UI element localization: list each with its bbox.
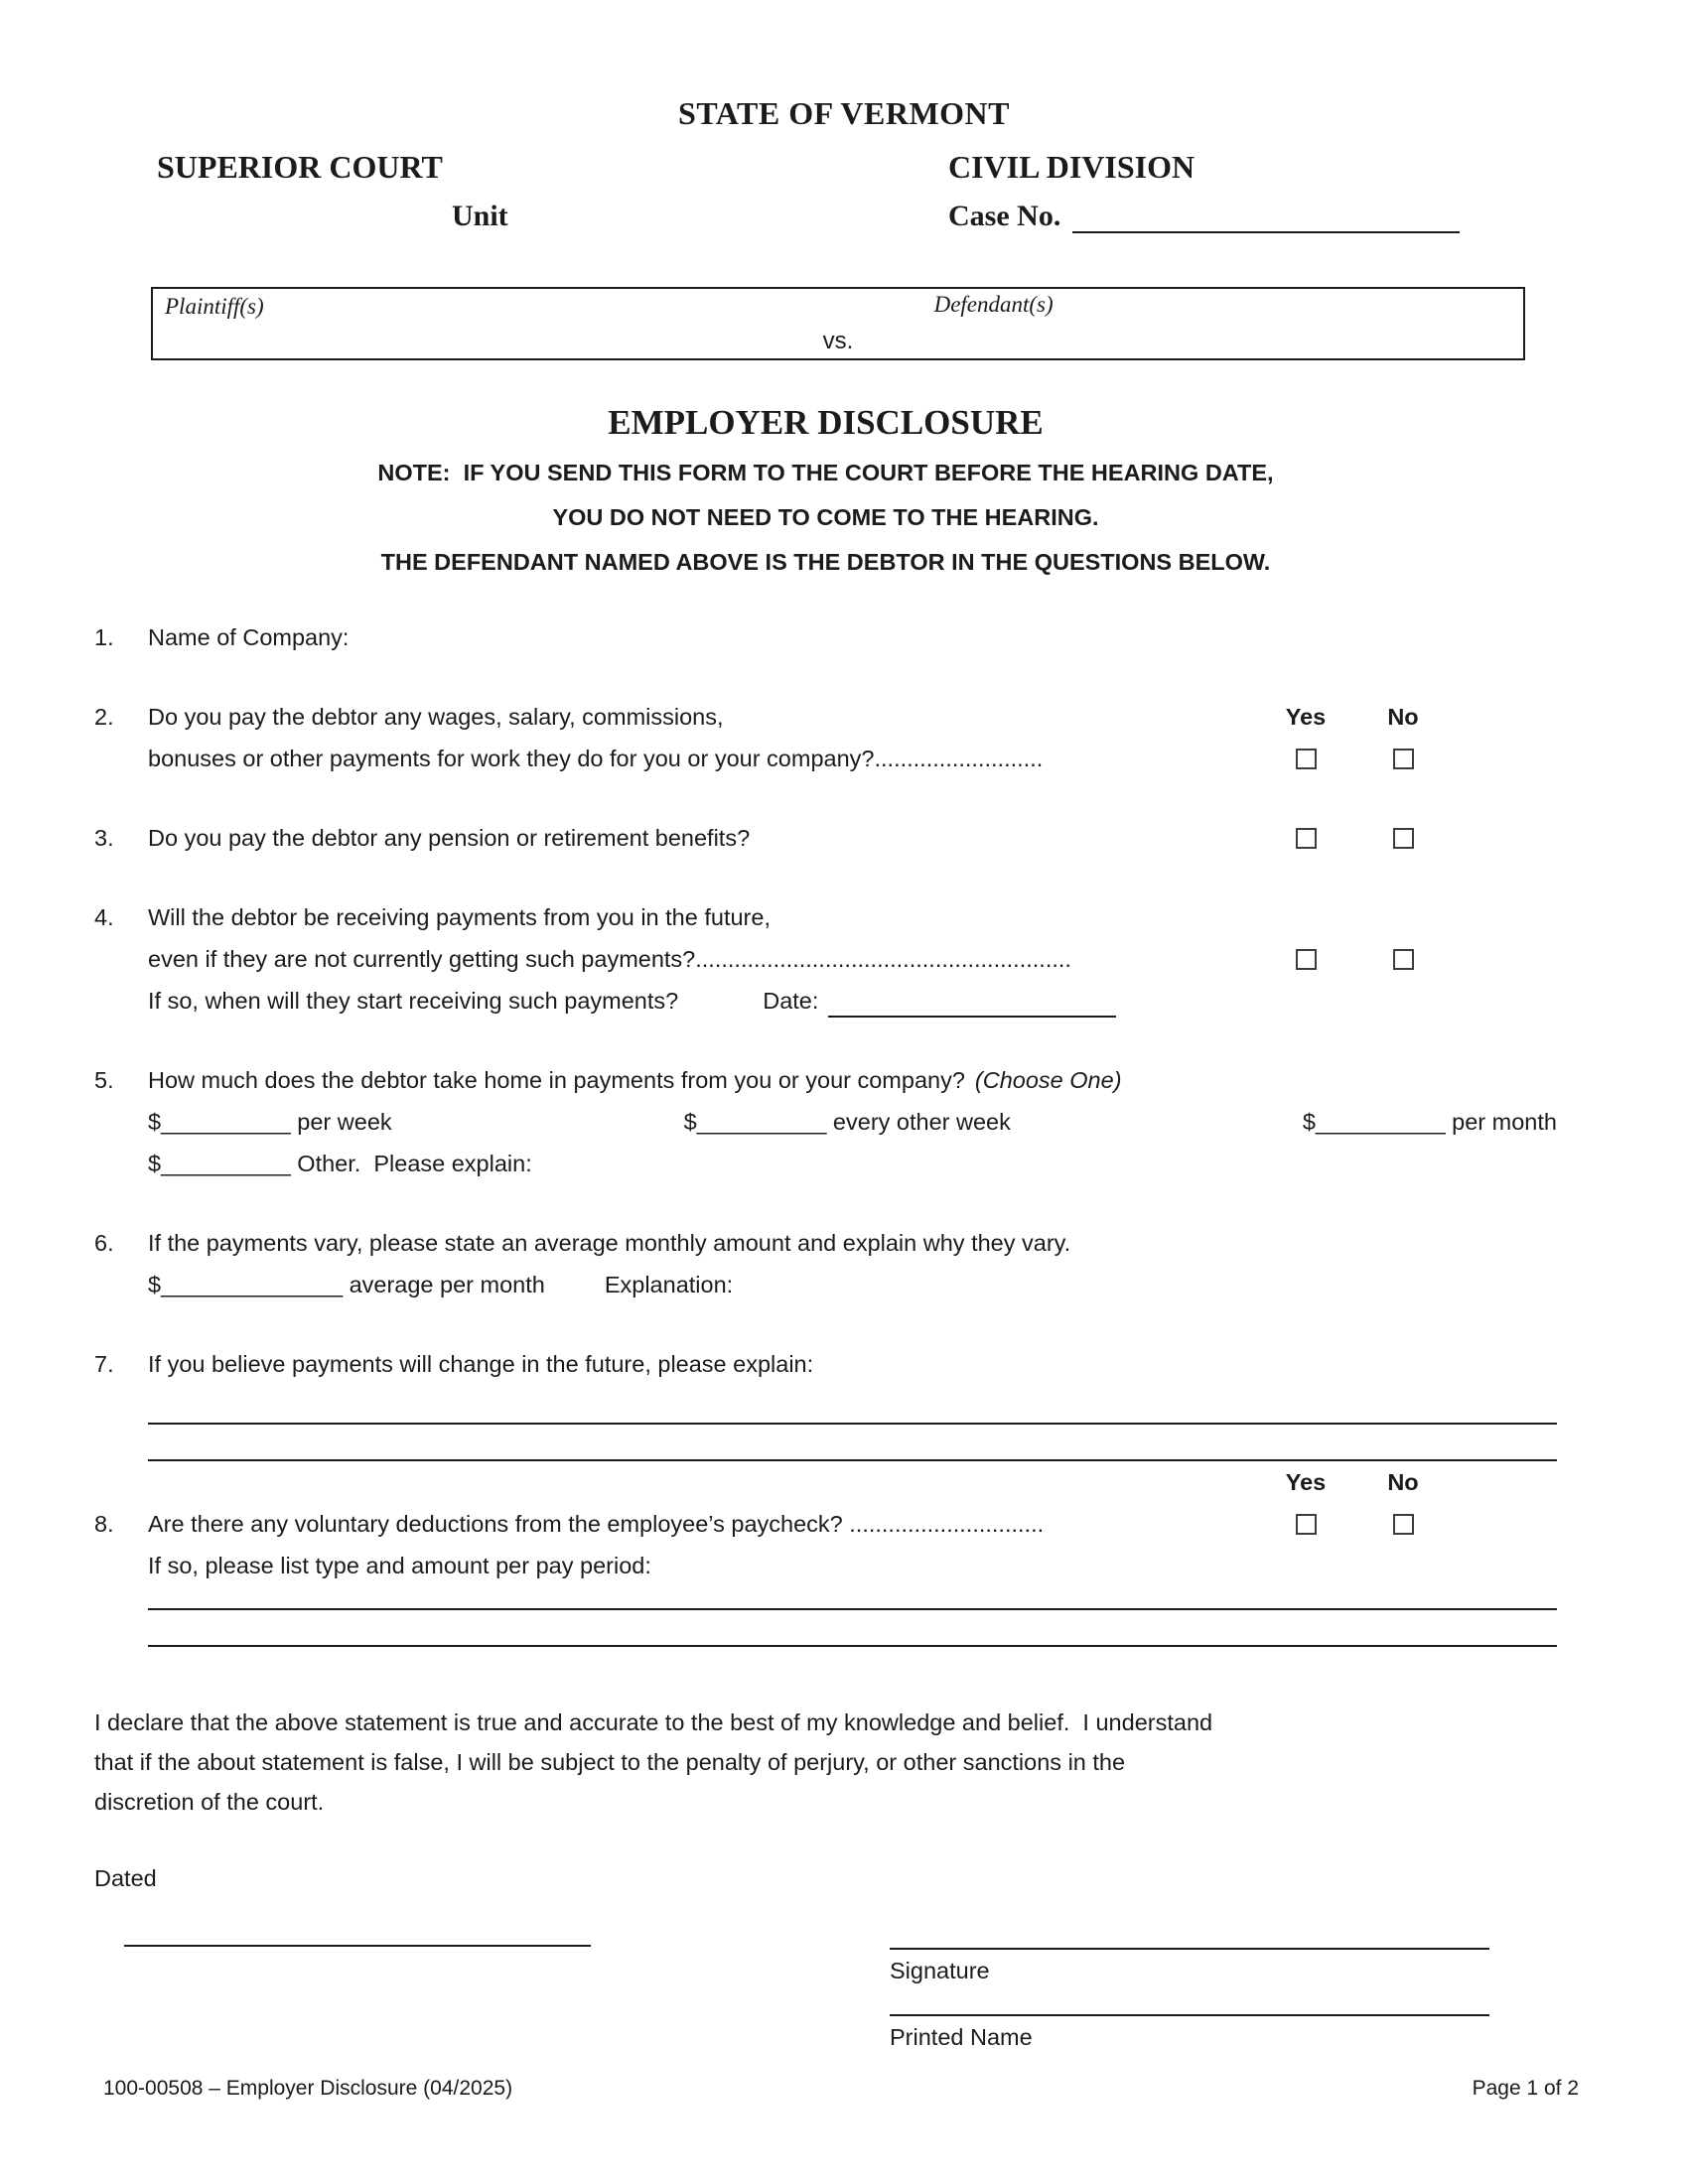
question-4-yes-checkbox[interactable] (1296, 949, 1317, 970)
signature-line[interactable] (890, 1899, 1489, 1950)
vs-label: vs. (822, 328, 854, 354)
note-line-2: YOU DO NOT NEED TO COME TO THE HEARING. (552, 504, 1099, 530)
question-2-yes-checkbox[interactable] (1296, 749, 1317, 769)
question-4-no-checkbox[interactable] (1393, 949, 1414, 970)
civil-division-heading: CIVIL DIVISION (948, 149, 1196, 185)
per-week-option[interactable]: $__________ per week (148, 1109, 392, 1135)
question-8-answer-line-1[interactable] (148, 1586, 1557, 1610)
question-1 (94, 616, 1557, 658)
question-3-label: Do you pay the debtor any pension or retirement benefits? (148, 825, 751, 851)
defendant-label: Defendant(s) (933, 292, 1054, 317)
no-column-header: No (1387, 704, 1419, 730)
unit-label: Unit (452, 200, 508, 232)
question-6-line-1: If the payments vary, please state an average monthly amount and explain why they vary. (148, 1230, 1071, 1256)
declaration-line-1: I declare that the above statement is true and accurate to the best of my knowledge and belief. I understand (94, 1709, 1213, 1735)
question-5 (94, 1059, 1557, 1184)
declaration-line-2: that if the about statement is false, I will be subject to the penalty of perjury, or other sanctions in the (94, 1749, 1126, 1775)
case-number (948, 200, 1460, 233)
plaintiff-label: Plaintiff(s) (165, 294, 264, 319)
yes-column-header-2: Yes (1285, 1469, 1327, 1495)
form-body (94, 401, 1557, 2058)
question-5-number: 5. (94, 1067, 114, 1093)
question-3-yes-checkbox[interactable] (1296, 828, 1317, 849)
question-7 (94, 1343, 1557, 1461)
question-4-line-2: even if they are not currently getting such payments?.......................................................... (148, 946, 1071, 972)
declaration-line-3: discretion of the court. (94, 1789, 325, 1815)
question-8-number: 8. (94, 1511, 114, 1537)
question-6 (94, 1222, 1557, 1305)
yes-no-header-2 (94, 1461, 1557, 1503)
question-8-line-2: If so, please list type and amount per pay period: (148, 1553, 651, 1578)
dated-line[interactable] (124, 1945, 591, 1947)
yes-column-header: Yes (1285, 704, 1327, 730)
date-line[interactable] (828, 984, 1116, 1018)
note-line-1: NOTE: IF YOU SEND THIS FORM TO THE COURT BEFORE THE HEARING DATE, (377, 460, 1274, 485)
printed-name-line[interactable] (890, 1991, 1489, 2016)
average-per-month-field[interactable]: $______________ average per month (148, 1272, 545, 1297)
superior-court-heading: SUPERIOR COURT (157, 149, 443, 185)
printed-name-label: Printed Name (890, 2024, 1033, 2050)
form-number: 100-00508 – Employer Disclosure (04/2025) (103, 2077, 513, 2100)
question-4-line-1: Will the debtor be receiving payments from you in the future, (148, 904, 771, 930)
question-2 (94, 696, 1557, 779)
question-2-line-1: Do you pay the debtor any wages, salary, commissions, (148, 704, 724, 730)
explanation-label: Explanation: (604, 1272, 734, 1297)
other-option[interactable]: $__________ Other. Please explain: (148, 1151, 532, 1176)
case-number-blank[interactable] (1072, 202, 1460, 233)
state-heading: STATE OF VERMONT (678, 95, 1010, 131)
page-footer (103, 2077, 1579, 2101)
date-label: Date: (763, 988, 819, 1014)
question-8-answer-line-2[interactable] (148, 1610, 1557, 1647)
question-8-line-1: Are there any voluntary deductions from the employee’s paycheck? .............................. (148, 1511, 1045, 1537)
question-7-label: If you believe payments will change in the future, please explain: (148, 1351, 814, 1377)
choose-one-label: (Choose One) (974, 1067, 1122, 1093)
question-4-number: 4. (94, 904, 114, 930)
question-6-number: 6. (94, 1230, 114, 1256)
question-3-no-checkbox[interactable] (1393, 828, 1414, 849)
dated-label: Dated (94, 1865, 157, 1891)
question-7-answer-line-1[interactable] (148, 1385, 1557, 1425)
question-8-no-checkbox[interactable] (1393, 1514, 1414, 1535)
question-2-line-2: bonuses or other payments for work they do for you or your company?.......................... (148, 746, 1044, 771)
per-month-option[interactable]: $__________ per month (1302, 1109, 1557, 1135)
signature-label: Signature (890, 1958, 990, 1983)
question-4-line-3: If so, when will they start receiving such payments? (148, 988, 679, 1014)
case-number-label: Case No. (948, 200, 1061, 232)
note-line-3: THE DEFENDANT NAMED ABOVE IS THE DEBTOR IN THE QUESTIONS BELOW. (380, 549, 1271, 575)
question-7-number: 7. (94, 1351, 114, 1377)
signature-section (94, 1899, 1557, 2058)
question-2-no-checkbox[interactable] (1393, 749, 1414, 769)
question-3-number: 3. (94, 825, 114, 851)
form-title: EMPLOYER DISCLOSURE (608, 403, 1044, 442)
caption-box[interactable] (151, 287, 1525, 360)
note-block (94, 451, 1557, 585)
every-other-week-option[interactable]: $__________ every other week (683, 1109, 1011, 1135)
question-list (94, 616, 1557, 1647)
question-1-number: 1. (94, 624, 114, 650)
question-4 (94, 896, 1557, 1022)
question-8 (94, 1503, 1557, 1647)
question-2-number: 2. (94, 704, 114, 730)
no-column-header-2: No (1387, 1469, 1419, 1495)
question-1-label: Name of Company: (148, 624, 350, 650)
question-5-line-1: How much does the debtor take home in payments from you or your company? (148, 1067, 965, 1093)
yes-no-header (1270, 696, 1439, 738)
question-3 (94, 817, 1557, 859)
page-number: Page 1 of 2 (1472, 2077, 1579, 2100)
question-7-answer-line-2[interactable] (148, 1425, 1557, 1461)
declaration-paragraph (94, 1703, 1557, 1822)
question-8-yes-checkbox[interactable] (1296, 1514, 1317, 1535)
